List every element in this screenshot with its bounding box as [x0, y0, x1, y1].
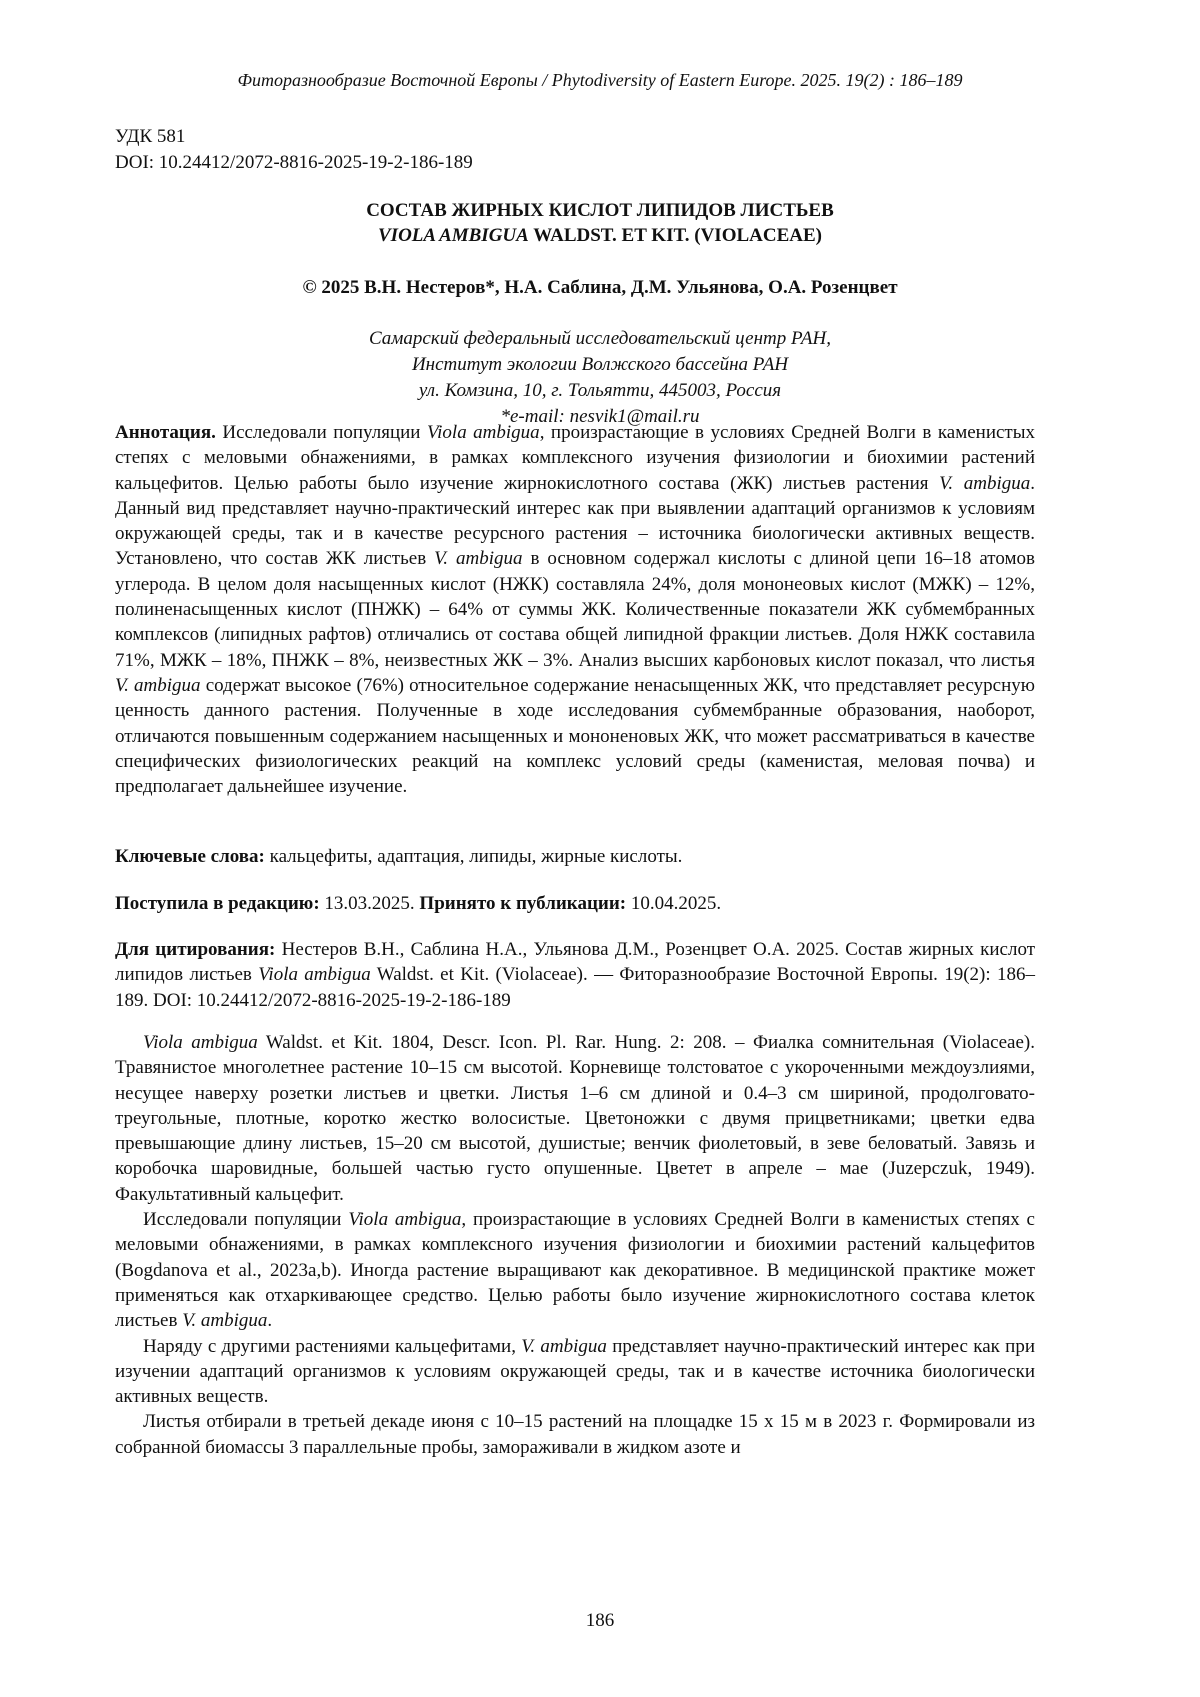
- abstract-text: Исследовали популяции: [216, 422, 427, 443]
- title-species: VIOLA AMBIGUA: [378, 225, 529, 246]
- affiliation-line: Самарский федеральный исследовательский центр РАН,: [0, 326, 1200, 352]
- paragraph: [115, 1030, 1035, 1207]
- species-name: V. ambigua: [182, 1310, 267, 1331]
- paragraph-text: Наряду с другими растениями кальцефитами,: [143, 1336, 521, 1357]
- affiliation: [0, 326, 1200, 430]
- citation-text: Нестеров В.Н., Саблина Н.А., Ульянова Д.М., Розенцвет О.А. 2025. Состав жирных кислот липидов листьев: [115, 939, 1035, 985]
- paragraph-text: .: [267, 1310, 272, 1331]
- species-name: Viola ambigua: [258, 964, 371, 985]
- received-date: 13.03.2025.: [320, 893, 420, 914]
- abstract-text: . Данный вид представляет научно-практический интерес как при выявлении адаптаций организмов к условиям окружающей среды, так и в качестве ресурсного растения – источника биологически активных веществ. Установлено, что состав ЖК листьев: [115, 473, 1035, 570]
- affiliation-line: Институт экологии Волжского бассейна РАН: [0, 352, 1200, 378]
- contact-email: *e-mail: nesvik1@mail.ru: [0, 404, 1200, 430]
- journal-page: [0, 0, 1200, 1697]
- species-name: Viola ambigua: [427, 422, 540, 443]
- affiliation-line: ул. Комзина, 10, г. Тольятти, 445003, Россия: [0, 378, 1200, 404]
- paragraph: [115, 1334, 1035, 1410]
- title-authority: WALDST. ET KIT. (VIOLACEAE): [529, 225, 822, 246]
- paragraph: [115, 1207, 1035, 1333]
- paragraph-text: представляет научно-практический интерес как при изучении адаптаций организмов к условиям окружающей среды, так и в качестве источника биологически активных веществ.: [115, 1336, 1035, 1408]
- udc-code: УДК 581: [115, 124, 473, 150]
- species-name: V. ambigua: [115, 675, 201, 696]
- abstract-label: Аннотация.: [115, 422, 216, 443]
- paragraph-text: Исследовали популяции: [143, 1209, 348, 1230]
- article-title: [0, 198, 1200, 248]
- submission-dates: [115, 891, 1035, 916]
- received-label: Поступила в редакцию:: [115, 893, 320, 914]
- species-name: V. ambigua: [521, 1336, 607, 1357]
- species-name: Viola ambigua: [143, 1032, 258, 1053]
- page-number: 186: [0, 1610, 1200, 1632]
- authors: © 2025 В.Н. Нестеров*, Н.А. Саблина, Д.М. Ульянова, О.А. Розенцвет: [0, 277, 1200, 299]
- species-name: V. ambigua: [434, 548, 522, 569]
- species-name: Viola ambigua: [348, 1209, 461, 1230]
- keywords-text: кальцефиты, адаптация, липиды, жирные кислоты.: [265, 846, 683, 867]
- article-meta: [115, 124, 473, 176]
- paragraph: [115, 1409, 1035, 1460]
- accepted-date: 10.04.2025.: [626, 893, 721, 914]
- abstract: [115, 420, 1035, 799]
- keywords-label: Ключевые слова:: [115, 846, 265, 867]
- keywords: [115, 844, 1035, 869]
- title-line-2: [0, 223, 1200, 248]
- species-name: V. ambigua: [939, 473, 1030, 494]
- citation-text: Waldst. et Kit. (Violaceae). — Фиторазнообразие Восточной Европы. 19(2): 186–189. DOI: 10.24412/2072-8816-2025-19-2-186-189: [115, 964, 1035, 1010]
- abstract-text: , произрастающие в условиях Средней Волги в каменистых степях с меловыми обнажениями, в рамках комплексного изучения физиологии и биохимии растений кальцефитов. Целью работы было изучение жирнокислотного состава (ЖК) листьев растения: [115, 422, 1035, 494]
- paragraph-text: , произрастающие в условиях Средней Волги в каменистых степях с меловыми обнажениями, в рамках комплексного изучения физиологии и биохимии растений кальцефитов (Bogdanova et al., 2023a,b). Иногда растение выращивают как декоративное. В медицинской практике может применяться как отхаркивающее средство. Целью работы было изучение жирнокислотного состава клеток листьев: [115, 1209, 1035, 1331]
- abstract-text: в основном содержал кислоты с длиной цепи 16–18 атомов углерода. В целом доля насыщенных кислот (НЖК) составляла 24%, доля мононеовых кислот (МЖК) – 12%, полиненасыщенных кислот (ПНЖК) – 64% от суммы ЖК. Количественные показатели ЖК субмембранных комплексов (липидных рафтов) отличались от состава общей липидной фракции листьев. Доля НЖК составила 71%, МЖК – 18%, ПНЖК – 8%, неизвестных ЖК – 3%. Анализ высших карбоновых кислот показал, что листья: [115, 548, 1035, 670]
- running-header: Фиторазнообразие Восточной Европы / Phytodiversity of Eastern Europe. 2025. 19(2) : 186–189: [0, 70, 1200, 91]
- citation-label: Для цитирования:: [115, 939, 275, 960]
- paragraph-text: Waldst. et Kit. 1804, Descr. Icon. Pl. Rar. Hung. 2: 208. – Фиалка сомнительная (Violaceae). Травянистое многолетнее растение 10–15 см высотой. Корневище толстоватое с укороченными междоузлиями, несущее наверху розетки листьев и цветки. Листья 1–6 см длиной и 0.4–3 см шириной, продолговато-треугольные, плотные, коротко жестко волосистые. Цветоножки с двумя прицветниками; цветки едва превышающие длину листьев, 15–20 см высотой, душистые; венчик фиолетовый, в зеве беловатый. Завязь и коробочка шаровидные, большей частью густо опушенные. Цветет в апреле – мае (Juzepczuk, 1949). Факультативный кальцефит.: [115, 1032, 1035, 1205]
- doi: DOI: 10.24412/2072-8816-2025-19-2-186-189: [115, 150, 473, 176]
- title-line-1: СОСТАВ ЖИРНЫХ КИСЛОТ ЛИПИДОВ ЛИСТЬЕВ: [0, 198, 1200, 223]
- accepted-label: Принято к публикации:: [419, 893, 626, 914]
- abstract-text: содержат высокое (76%) относительное содержание ненасыщенных ЖК, что представляет ресурсную ценность данного растения. Полученные в ходе исследования субмембранные образования, наоборот, отличаются повышенным содержанием насыщенных и мононеновых ЖК, что может рассматриваться в качестве специфических физиологических реакций на комплекс условий среды (каменистая, меловая почва) и предполагает дальнейшее изучение.: [115, 675, 1035, 797]
- paragraph-text: Листья отбирали в третьей декаде июня с 10–15 растений на площадке 15 x 15 м в 2023 г. Формировали из собранной биомассы 3 параллельные пробы, замораживали в жидком азоте и: [115, 1411, 1035, 1457]
- citation: [115, 937, 1035, 1013]
- main-text: [115, 1030, 1035, 1460]
